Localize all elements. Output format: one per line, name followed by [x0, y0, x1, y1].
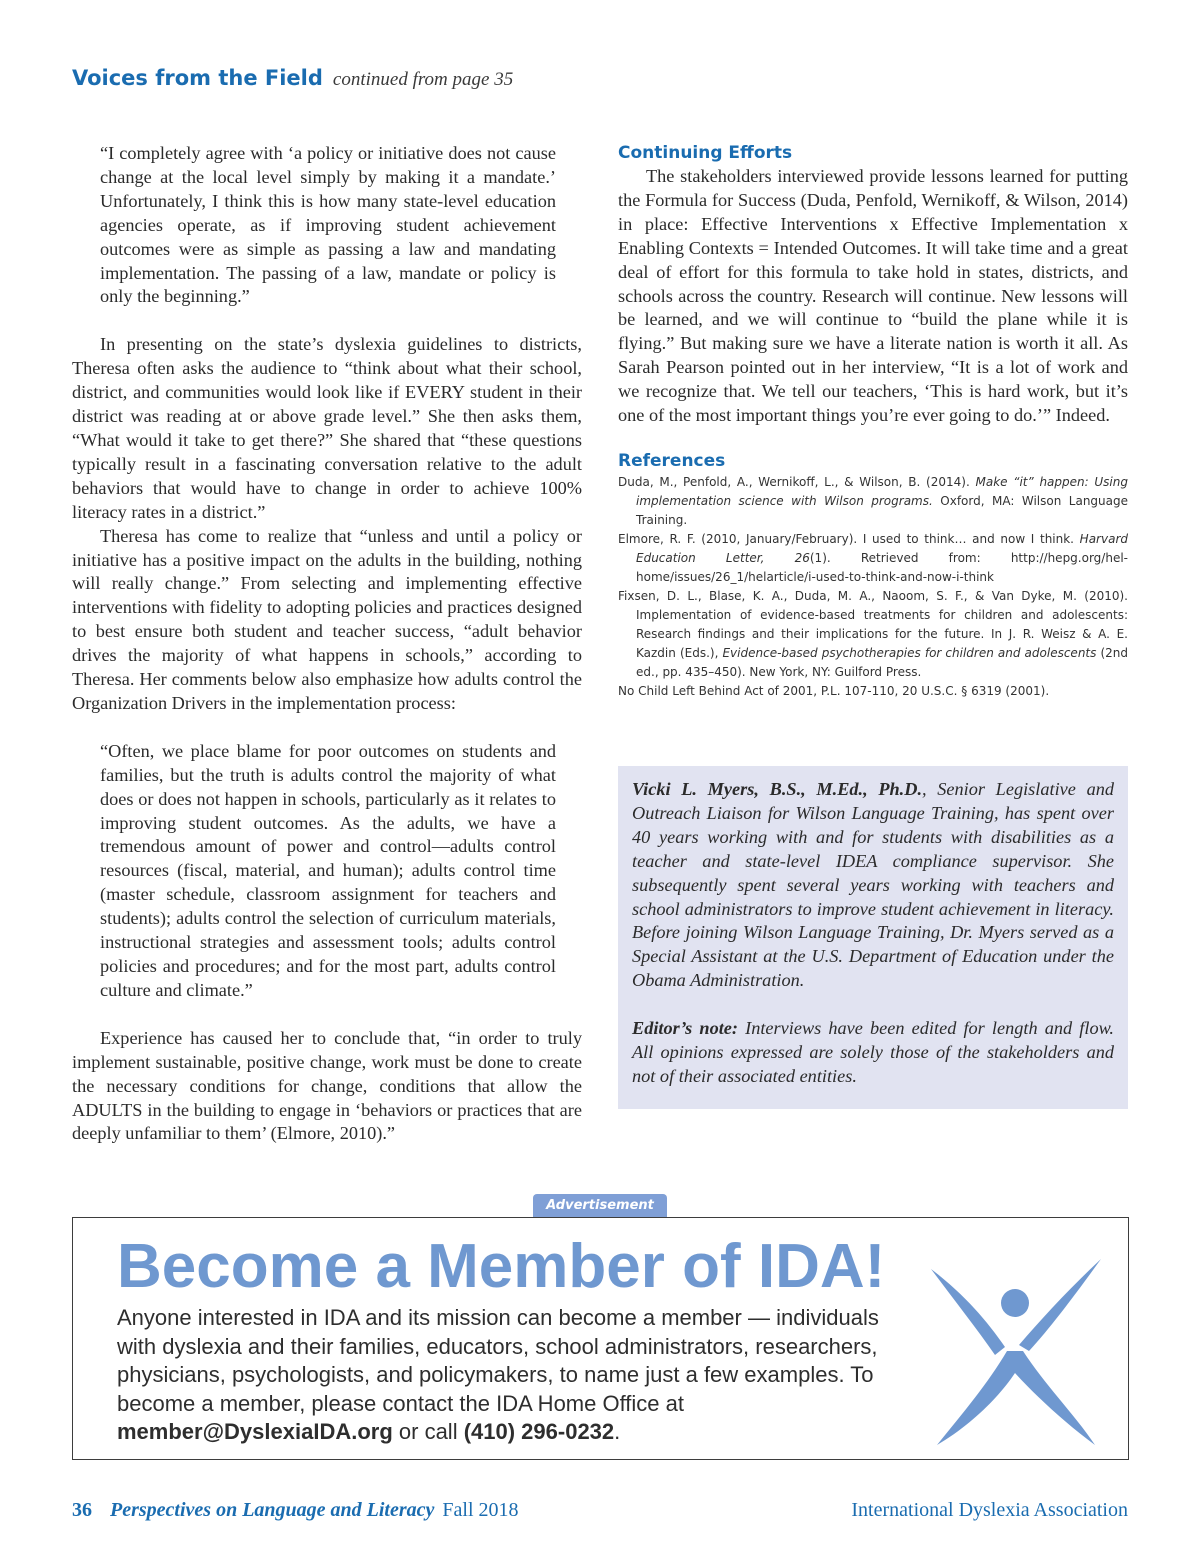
author-name: Vicki L. Myers, B.S., M.Ed., Ph.D. [632, 779, 923, 799]
ad-email-link[interactable]: member@DyslexiaIDA.org [117, 1419, 393, 1444]
section-title: Voices from the Field [72, 66, 323, 90]
body-paragraph: Theresa has come to realize that “unless and until a policy or initiative has a positive impact on the adults in the building, nothing will really change.” From selecting and implementing effective interventions with fidelity to adopting policies and practices designed to best ensure both student and teacher success, “adult behavior drives the majority of what happens in schools,” according to Theresa. Her comments below also emphasize how adults control the Organization Drivers in the implementation process: [72, 525, 582, 713]
body-paragraph: Experience has caused her to conclude that, “in order to truly implement sustainable, positive change, work must be done to create the necessary conditions for change, conditions that allow the ADULTS in the building to engage in ‘behaviors or practices that are deeply unfamiliar to them’ (Elmore, 2010).” [72, 1027, 582, 1144]
author-bio: Vicki L. Myers, B.S., M.Ed., Ph.D., Senior Legislative and Outreach Liaison for Wilson Language Training, has spent over 40 years working with and for students with disabilities as a teacher and state-level IDEA compliance supervisor. She subsequently spent several years working with teachers and school administrators to improve student achievement in literacy. Before joining Wilson Language Training, Dr. Myers served as a Special Assistant at the U.S. Department of Education under the Obama Administration. [632, 779, 1114, 991]
section-heading-continuing-efforts: Continuing Efforts [618, 143, 793, 163]
body-paragraph: The stakeholders interviewed provide lessons learned for putting the Formula for Success (Duda, Penfold, Wernikoff, & Wilson, 2014) in place: Effective Interventions x Effective Implementation x Enabling Contexts = Intended Outcomes. It will take time and a great deal of effort for this formula to take hold in states, districts, and schools across the country. Research will continue. New lessons will be learned, and we will continue to “build the plane while it is flying.” But making sure we have a literate nation is worth it all. As Sarah Pearson pointed out in her interview, “It is a lot of work and we recognize that. We tell our teachers, ‘This is hard work, but it’s one of the most important things you’re ever going to do.’” Indeed. [618, 166, 1128, 426]
continued-note: continued from page 35 [332, 69, 514, 90]
section-heading-references: References [618, 450, 726, 471]
ida-person-logo-icon [925, 1255, 1105, 1450]
right-column [618, 142, 1128, 701]
running-header [72, 66, 513, 91]
issue-label: Fall 2018 [442, 1499, 519, 1521]
reference-item: Duda, M., Penfold, A., Wernikoff, L., & Wilson, B. (2014). Make “it” happen: Using implementation science with Wilson programs. Oxford, MA: Wilson Language Training. [618, 474, 1128, 527]
editors-note-label: Editor’s note: [632, 1018, 738, 1039]
reference-item: Fixsen, D. L., Blase, K. A., Duda, M. A., Naoom, S. F., & Van Dyke, M. (2010). Implementation of evidence-based treatments for children and adolescents: Research findings and their implications for the future. In J. R. Weisz & A. E. Kazdin (Eds.), Evidence-based psychotherapies for children and adolescents (2nd ed., pp. 435–450). New York, NY: Guilford Press. [618, 588, 1129, 679]
ad-phone: (410) 296-0232 [463, 1419, 615, 1444]
reference-list [618, 473, 1128, 701]
footer-organization: International Dyslexia Association [851, 1499, 1128, 1521]
ad-headline: Become a Member of IDA! [117, 1232, 886, 1301]
editors-note: Editor’s note: Interviews have been edited for length and flow. All opinions expressed are solely those of the stakeholders and not of their associated entities. [632, 1018, 1114, 1086]
block-quote-policy: “I completely agree with ‘a policy or initiative does not cause change at the local level simply by making it a mandate.’ Unfortunately, I think this is how many state-level education agencies operate, as if improving student achievement outcomes were as simple as passing a law and mandating implementation. The passing of a law, mandate or policy is only the beginning.” [100, 143, 556, 307]
block-quote-adults: “Often, we place blame for poor outcomes on students and families, but the truth is adults control the majority of what does or does not happen in schools, particularly as it relates to improving student outcomes. As the adults, we have a tremendous amount of power and control—adults control resources (fiscal, material, and human); adults control time (master schedule, classroom assignment for teachers and students); adults control the selection of curriculum materials, instructional strategies and assessment tools; adults control policies and procedures; and for the most part, adults control culture and climate.” [100, 740, 556, 1000]
page-number: 36 [72, 1499, 92, 1521]
advertisement-tab: Advertisement [533, 1194, 667, 1218]
ad-body: Anyone interested in IDA and its mission can become a member — individuals with dyslexia and their families, educators, school administrators, researchers, physicians, psychologists, and policymakers, to name just a few examples. To become a member, please contact the IDA Home Office at member@DyslexiaIDA.org or call (410) 296-0232. [117, 1305, 879, 1444]
footer-left [72, 1499, 519, 1522]
reference-item: Elmore, R. F. (2010, January/February). I used to think… and now I think. Harvard Education Letter, 26(1). Retrieved from: http://hepg.org/hel-home/issues/26_1/helarticle/i-used-to-think-and-now-i-think [618, 531, 1128, 584]
publication-title: Perspectives on Language and Literacy [110, 1499, 435, 1521]
left-column [72, 142, 582, 1146]
author-bio-box [618, 766, 1128, 1109]
body-paragraph: In presenting on the state’s dyslexia guidelines to districts, Theresa often asks the audience to “think about what their school, district, and communities would look like if EVERY student in their district was reading at or above grade level.” She then asks them, “What would it take to get there?” She shared that “these questions typically result in a fascinating conversation relative to the adult behaviors that would have to change in order to achieve 100% literacy rates in a district.” [72, 334, 582, 522]
reference-item: No Child Left Behind Act of 2001, P.L. 107-110, 20 U.S.C. § 6319 (2001). [618, 683, 1050, 698]
